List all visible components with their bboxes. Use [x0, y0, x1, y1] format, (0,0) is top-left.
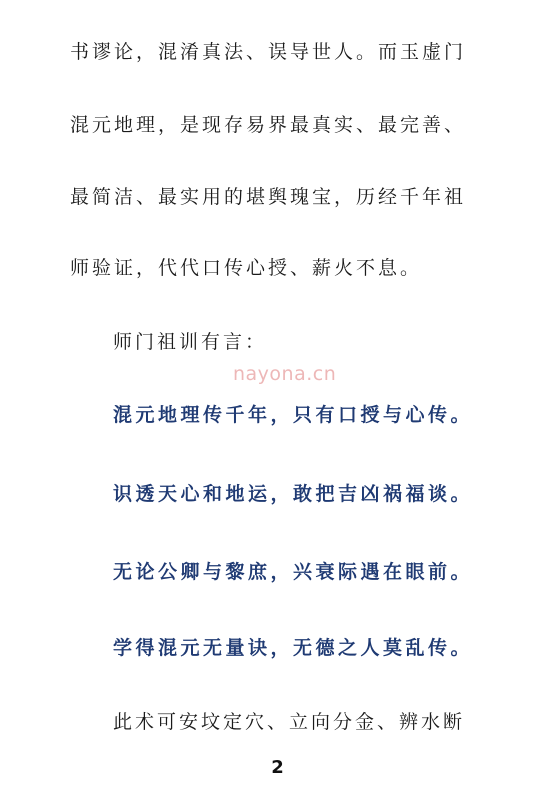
closing-line: 此术可安坟定穴、立向分金、辨水断 [113, 711, 466, 733]
intro-line: 师门祖训有言： [113, 331, 268, 353]
paragraph-line: 最简洁、最实用的堪舆瑰宝，历经千年祖 [70, 186, 467, 208]
verse-line: 学得混元无量诀，无德之人莫乱传。 [113, 637, 474, 659]
verse-line: 识透天心和地运，敢把吉凶祸福谈。 [113, 483, 474, 505]
verse-line: 无论公卿与黎庶，兴衰际遇在眼前。 [113, 561, 474, 583]
watermark: nayona.cn [233, 363, 337, 385]
paragraph-line: 混元地理，是现存易界最真实、最完善、 [70, 114, 467, 136]
verse-line: 混元地理传千年，只有口授与心传。 [113, 404, 474, 426]
paragraph-line: 师验证，代代口传心授、薪火不息。 [70, 257, 423, 279]
page-number: 2 [271, 757, 284, 778]
paragraph-line: 书谬论，混淆真法、误导世人。而玉虚门 [70, 41, 467, 63]
